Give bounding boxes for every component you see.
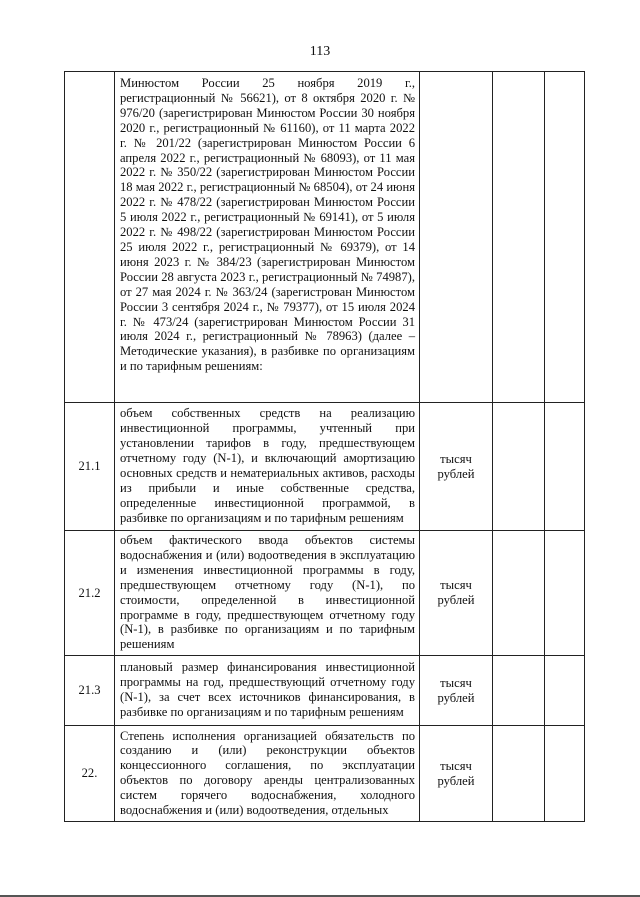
- table-row: [65, 72, 585, 403]
- row-unit: тысяч рублей: [437, 451, 475, 481]
- row-description: Степень исполнения организацией обязательств по созданию и (или) реконструкции объектов концессионного соглашения, по эксплуатации объектов по договору аренды централизованных систем горячего водоснабжения, холодного водоснабжения и (или) водоотведения, отдельных: [120, 728, 415, 818]
- table-row: [65, 656, 585, 726]
- row-unit: тысяч рублей: [437, 758, 475, 788]
- row-unit-cell: [420, 72, 493, 403]
- row-unit: тысяч рублей: [437, 578, 475, 608]
- row-unit: тысяч рублей: [437, 675, 475, 705]
- row-number-cell: 22.: [65, 726, 115, 822]
- row-unit-cell: [420, 403, 493, 531]
- row-number-cell: 21.1: [65, 403, 115, 531]
- row-description-cell: [115, 531, 420, 656]
- empty-cell: [545, 403, 585, 531]
- row-description-cell: [115, 72, 420, 403]
- row-number-cell: [65, 72, 115, 403]
- row-unit-cell: [420, 726, 493, 822]
- empty-cell: [545, 656, 585, 726]
- empty-cell: [493, 403, 545, 531]
- row-unit-cell: [420, 656, 493, 726]
- table-row: [65, 531, 585, 656]
- empty-cell: [545, 72, 585, 403]
- table-row: [65, 403, 585, 531]
- table-row: [65, 726, 585, 822]
- empty-cell: [493, 531, 545, 656]
- row-description-cell: [115, 656, 420, 726]
- row-description: Минюстом России 25 ноября 2019 г., регистрационный № 56621), от 8 октября 2020 г. № 976/20 (зарегистрирован Минюстом России 30 ноября 2020 г., регистрационный № 61160), от 11 марта 2022 г. № 201/22 (зарегистрирован Минюстом России 6 апреля 2022 г., регистрационный № 68093), от 11 мая 2022 г. № 350/22 (зарегистрирован Минюстом России 18 мая 2022 г., регистрационный № 68504), от 24 июня 2022 г. № 478/22 (зарегистрирован Минюстом России 5 июля 2022 г., регистрационный № 69141), от 5 июля 2022 г. № 498/22 (зарегистрирован Минюстом России 25 июля 2022 г., регистрационный № 69379), от 14 июня 2023 г. № 384/23 (зарегистрирован Минюстом России 28 августа 2023 г., регистрационный № 74987), от 27 мая 2024 г. № 363/24 (зарегистрован Минюстом России 3 сентября 2024 г., № 79377), от 15 июля 2024 г. № 473/24 (зарегистрирован Минюстом России 31 июля 2024 г., регистрационный № 78963) (далее – Методические указания), в разбивке по организациям и по тарифным решениям:: [120, 76, 415, 374]
- empty-cell: [493, 726, 545, 822]
- empty-cell: [545, 726, 585, 822]
- row-description: объем собственных средств на реализацию инвестиционной программы, учтенный при установлении тарифов в году, предшествующем отчетному году (N-1), и включающий амортизацию основных средств и нематериальных активов, расходы из прибыли и иные собственные средства, определенные инвестиционной программой, в разбивке по организациям и по тарифным решениям: [120, 406, 415, 525]
- row-description-cell: [115, 403, 420, 531]
- empty-cell: [493, 656, 545, 726]
- indicators-table: [64, 71, 585, 822]
- row-number-cell: 21.3: [65, 656, 115, 726]
- row-number-cell: 21.2: [65, 531, 115, 656]
- row-unit-cell: [420, 531, 493, 656]
- page-number: 113: [309, 44, 331, 59]
- empty-cell: [545, 531, 585, 656]
- row-description-cell: [115, 726, 420, 822]
- empty-cell: [493, 72, 545, 403]
- row-description: плановый размер финансирования инвестиционной программы на год, предшествующий отчетному году (N-1), за счет всех источников финансирования, в разбивке по организациям и по тарифным решениям: [120, 660, 415, 720]
- row-description: объем фактического ввода объектов системы водоснабжения и (или) водоотведения в эксплуатацию и изменения инвестиционной программы в году, предшествующем отчетному году (N-1), по стоимости, определенной в инвестиционной программе в году, предшествующем отчетному году (N-1), в разбивке по организациям и по тарифным решениям: [120, 533, 415, 652]
